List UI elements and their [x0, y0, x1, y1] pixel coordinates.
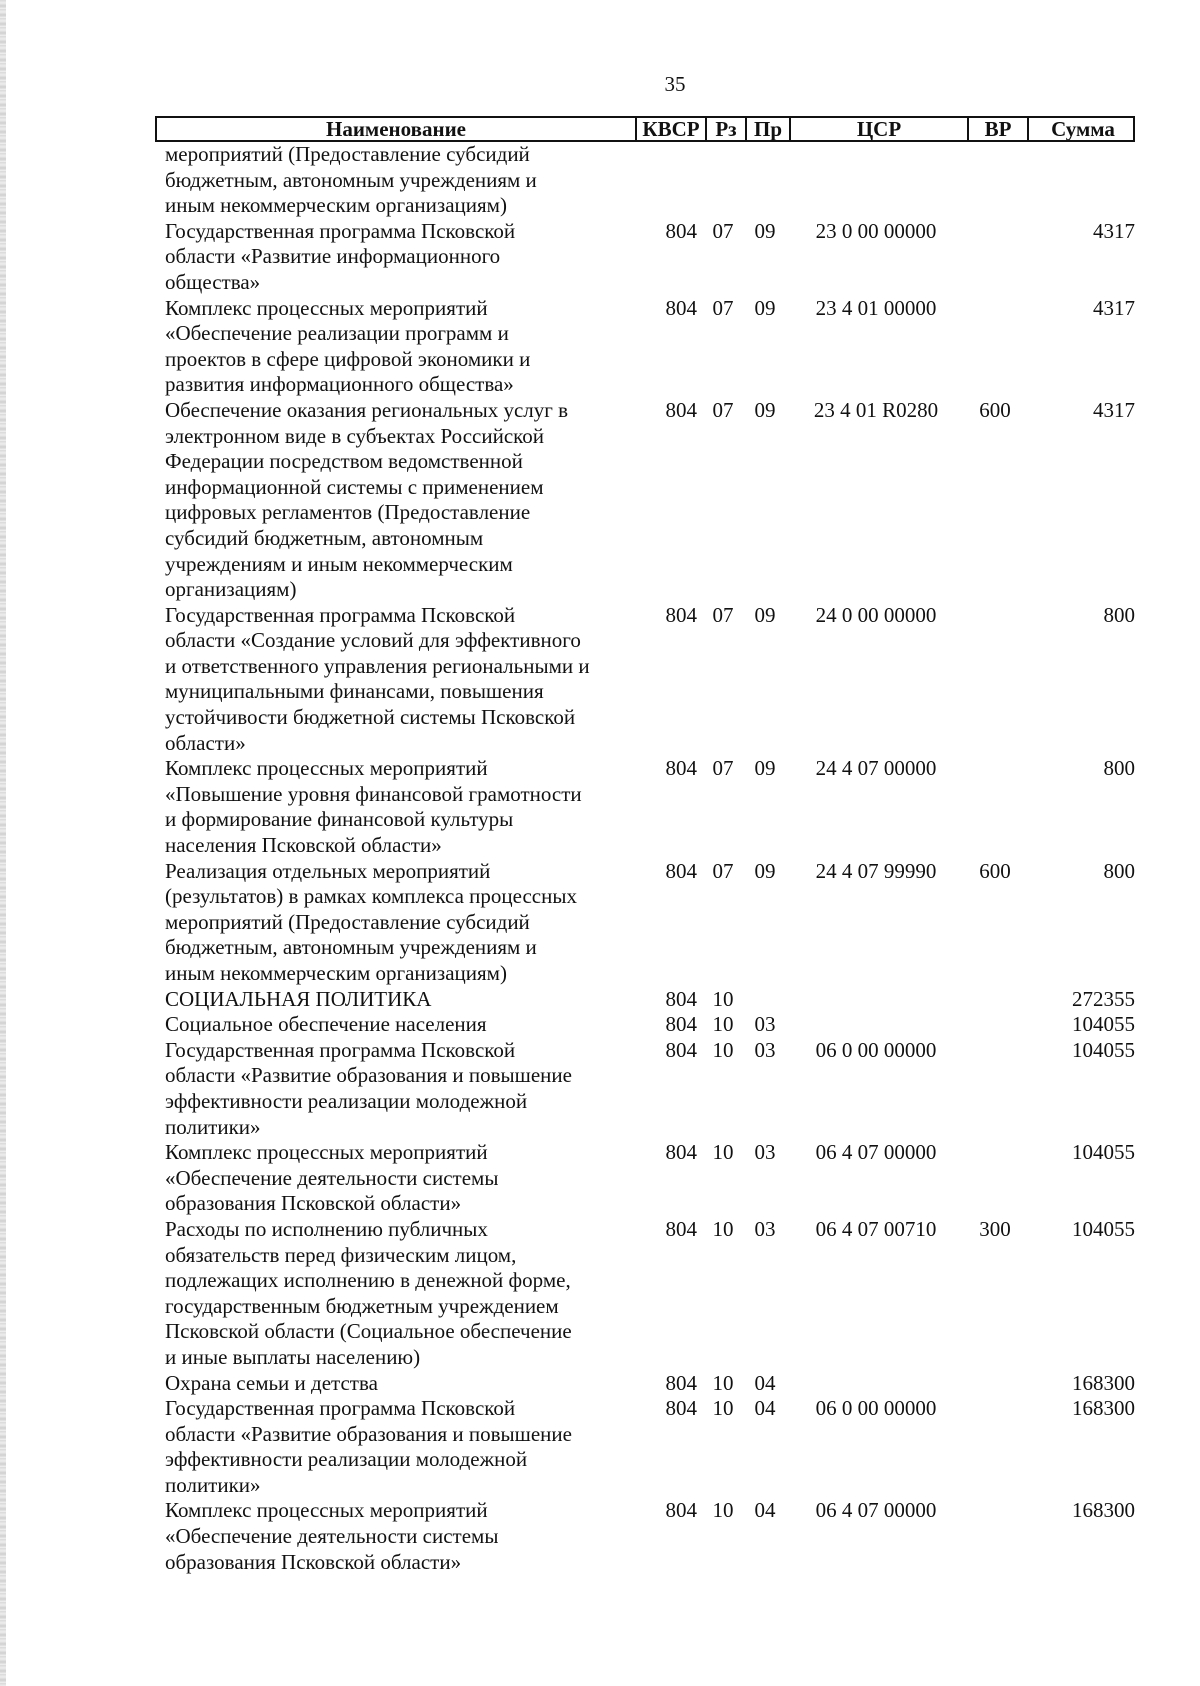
- cell-rz: 10: [712, 1037, 734, 1062]
- cell-rz: [703, 142, 743, 219]
- cell-rz: 07: [712, 602, 734, 627]
- cell-pr: 03: [754, 1012, 776, 1037]
- cell-csr: 23 4 01 R0280: [813, 397, 939, 422]
- cell-sum: 104055: [1072, 1037, 1135, 1062]
- header-sum: Сумма: [1027, 118, 1137, 140]
- header-name: Наименование: [326, 117, 466, 141]
- table-row: [155, 756, 1135, 858]
- cell-rz: 10: [712, 1216, 734, 1241]
- cell-name: СОЦИАЛЬНАЯ ПОЛИТИКА: [165, 986, 432, 1011]
- cell-csr: [787, 1012, 965, 1038]
- cell-name: Охрана семьи и детства: [165, 1370, 378, 1395]
- cell-kvsr: 804: [665, 1498, 697, 1523]
- cell-kvsr: 804: [665, 602, 697, 627]
- cell-kvsr: [633, 142, 703, 219]
- cell-vr: [965, 1396, 1025, 1498]
- cell-name: Обеспечение оказания региональных услуг в электронном виде в субъектах Российской Федерации посредством ведомственной информационной системы с применением цифровых регламентов (Предоставление субсидий бюджетным, автономным учреждениям и иным некоммерческим организациям): [165, 397, 569, 602]
- cell-vr: [965, 1038, 1025, 1140]
- cell-csr: 06 4 07 00710: [815, 1216, 937, 1241]
- header-pr: Пр: [745, 118, 789, 140]
- cell-name: Государственная программа Псковской области «Развитие образования и повышение эффективности реализации молодежной политики»: [165, 1037, 572, 1139]
- header-csr: ЦСР: [789, 118, 967, 140]
- cell-csr: [787, 142, 965, 219]
- cell-kvsr: 804: [665, 1140, 697, 1165]
- cell-name: Комплекс процессных мероприятий «Обеспечение реализации программ и проектов в сфере цифровой экономики и развития информационного общества»: [165, 295, 531, 397]
- table-row: [155, 1498, 1135, 1575]
- cell-csr: 06 0 00 00000: [815, 1396, 937, 1421]
- cell-sum: 4317: [1093, 218, 1135, 243]
- cell-kvsr: 804: [665, 397, 697, 422]
- cell-rz: 10: [712, 986, 734, 1011]
- cell-csr: [787, 987, 965, 1013]
- cell-csr: 06 0 00 00000: [815, 1037, 937, 1062]
- table-row: [155, 1038, 1135, 1140]
- cell-kvsr: 804: [665, 1396, 697, 1421]
- cell-pr: [743, 987, 787, 1013]
- cell-sum: 272355: [1072, 986, 1135, 1011]
- cell-name: Государственная программа Псковской области «Развитие информационного общества»: [165, 218, 516, 294]
- cell-rz: 10: [712, 1396, 734, 1421]
- table-row: [155, 1140, 1135, 1217]
- cell-kvsr: 804: [665, 1037, 697, 1062]
- cell-pr: 09: [754, 218, 776, 243]
- cell-pr: 04: [754, 1396, 776, 1421]
- cell-pr: 09: [754, 858, 776, 883]
- table-row: [155, 1217, 1135, 1371]
- cell-sum: 168300: [1072, 1396, 1135, 1421]
- cell-rz: 07: [712, 858, 734, 883]
- cell-rz: 10: [712, 1012, 734, 1037]
- cell-csr: 23 4 01 00000: [815, 295, 937, 320]
- cell-kvsr: 804: [665, 1370, 697, 1395]
- cell-vr: [965, 142, 1025, 219]
- cell-pr: 09: [754, 756, 776, 781]
- cell-pr: 04: [754, 1370, 776, 1395]
- cell-csr: 06 4 07 00000: [815, 1140, 937, 1165]
- cell-kvsr: 804: [665, 295, 697, 320]
- cell-rz: 07: [712, 295, 734, 320]
- header-kvsr: КВСР: [635, 118, 705, 140]
- budget-table: [155, 116, 1135, 1575]
- cell-name: Государственная программа Псковской области «Создание условий для эффективного и ответственного управления региональными и муниципальными финансами, повышения устойчивости бюджетной системы Псковской области»: [165, 602, 590, 755]
- table-row: [155, 603, 1135, 757]
- table-row: [155, 142, 1135, 219]
- cell-pr: [743, 142, 787, 219]
- cell-sum: [1025, 142, 1135, 219]
- table-row: [155, 987, 1135, 1013]
- table-row: [155, 1396, 1135, 1498]
- cell-kvsr: 804: [665, 1012, 697, 1037]
- cell-csr: 24 4 07 99990: [815, 858, 937, 883]
- header-vr: ВР: [967, 118, 1027, 140]
- cell-sum: 168300: [1072, 1498, 1135, 1523]
- table-row: [155, 219, 1135, 296]
- table-row: [155, 296, 1135, 398]
- table-header: [155, 116, 1135, 142]
- cell-name: Расходы по исполнению публичных обязательств перед физическим лицом, подлежащих исполнению в денежной форме, государственным бюджетным учреждением Псковской области (Социальное обеспечение и иные выплаты населению): [165, 1216, 572, 1369]
- cell-csr: 06 4 07 00000: [815, 1498, 937, 1523]
- cell-rz: 10: [712, 1140, 734, 1165]
- cell-sum: 104055: [1072, 1140, 1135, 1165]
- cell-vr: [965, 1498, 1025, 1575]
- cell-rz: 07: [712, 397, 734, 422]
- cell-pr: 09: [754, 295, 776, 320]
- cell-kvsr: 804: [665, 858, 697, 883]
- cell-pr: 03: [754, 1216, 776, 1241]
- cell-vr: [965, 219, 1025, 296]
- cell-rz: 07: [712, 756, 734, 781]
- table-body: [155, 142, 1135, 1575]
- scan-edge: [0, 0, 6, 1686]
- cell-name: Комплекс процессных мероприятий «Обеспечение деятельности системы образования Псковской области»: [165, 1140, 499, 1216]
- cell-kvsr: 804: [665, 756, 697, 781]
- cell-csr: 24 0 00 00000: [815, 602, 937, 627]
- cell-name: Государственная программа Псковской области «Развитие образования и повышение эффективности реализации молодежной политики»: [165, 1396, 572, 1497]
- page-number: 35: [664, 72, 686, 96]
- cell-kvsr: 804: [665, 986, 697, 1011]
- cell-rz: 10: [712, 1370, 734, 1395]
- cell-csr: 23 0 00 00000: [815, 218, 937, 243]
- cell-vr: [965, 296, 1025, 398]
- cell-pr: 04: [754, 1498, 776, 1523]
- cell-pr: 03: [754, 1037, 776, 1062]
- header-rz: Рз: [705, 118, 745, 140]
- cell-sum: 800: [1103, 858, 1135, 883]
- table-row: [155, 859, 1135, 987]
- table-row: [155, 398, 1135, 603]
- cell-vr: [965, 603, 1025, 757]
- cell-sum: 4317: [1093, 295, 1135, 320]
- cell-csr: [787, 1371, 965, 1397]
- cell-rz: 07: [712, 218, 734, 243]
- cell-name: мероприятий (Предоставление субсидий бюджетным, автономным учреждениям и иным некоммерческим организациям): [165, 142, 537, 218]
- cell-vr: [965, 1371, 1025, 1397]
- cell-sum: 104055: [1072, 1012, 1135, 1037]
- table-row: [155, 1012, 1135, 1038]
- cell-name: Реализация отдельных мероприятий (результатов) в рамках комплекса процессных мероприятий (Предоставление субсидий бюджетным, автономным учреждениям и иным некоммерческим организациям): [165, 858, 577, 985]
- cell-vr: [965, 756, 1025, 858]
- cell-vr: [965, 987, 1025, 1013]
- cell-vr: 600: [979, 397, 1011, 422]
- cell-vr: 600: [979, 858, 1011, 883]
- table-row: [155, 1371, 1135, 1397]
- cell-name: Комплекс процессных мероприятий «Повышение уровня финансовой грамотности и формирование финансовой культуры населения Псковской области»: [165, 756, 582, 858]
- cell-name: Комплекс процессных мероприятий «Обеспечение деятельности системы образования Псковской области»: [165, 1498, 499, 1574]
- cell-sum: 4317: [1093, 397, 1135, 422]
- cell-kvsr: 804: [665, 1216, 697, 1241]
- cell-vr: 300: [979, 1216, 1011, 1241]
- cell-rz: 10: [712, 1498, 734, 1523]
- cell-pr: 09: [754, 602, 776, 627]
- cell-pr: 03: [754, 1140, 776, 1165]
- cell-pr: 09: [754, 397, 776, 422]
- cell-name: Социальное обеспечение населения: [165, 1012, 487, 1037]
- cell-csr: 24 4 07 00000: [815, 756, 937, 781]
- cell-sum: 800: [1103, 756, 1135, 781]
- cell-sum: 104055: [1072, 1216, 1135, 1241]
- cell-vr: [965, 1140, 1025, 1217]
- cell-kvsr: 804: [665, 218, 697, 243]
- cell-sum: 800: [1103, 602, 1135, 627]
- cell-sum: 168300: [1072, 1370, 1135, 1395]
- cell-vr: [965, 1012, 1025, 1038]
